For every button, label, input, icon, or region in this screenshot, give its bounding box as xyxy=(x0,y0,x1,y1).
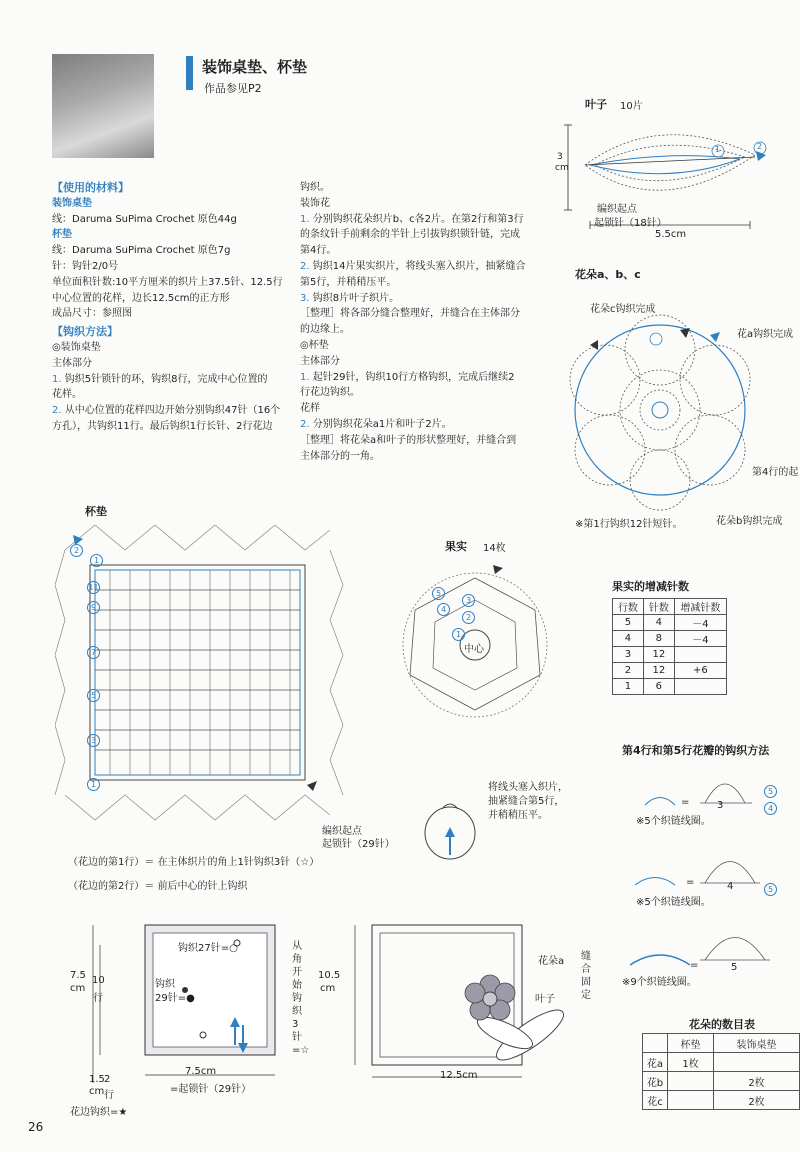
petal-title: 第4行和第5行花瓣的钩织方法 xyxy=(622,744,770,757)
flower-row4-start: 第4行的起 xyxy=(752,467,799,478)
petal-row-5: 5 xyxy=(764,785,777,798)
edge-row-marker: 2 xyxy=(70,544,83,557)
table-header-row xyxy=(613,599,727,615)
flower-note: ※第1行钩织12针短针。 xyxy=(575,519,683,530)
method-line: ［整理］将花朵a和叶子的形状整理好，并缝合到 xyxy=(300,434,517,446)
berry-count: 14枚 xyxy=(483,543,506,554)
diagram1-height-unit: cm xyxy=(70,983,86,994)
diagram2-height-unit: cm xyxy=(320,983,336,994)
side-char: 角 xyxy=(292,954,302,965)
row-marker: 1 xyxy=(87,778,100,791)
table-row xyxy=(613,615,727,631)
hook-size: 针：钩针2/0号 xyxy=(52,260,119,272)
table-cell: 2 xyxy=(613,663,644,679)
step-number: 1. xyxy=(300,213,310,225)
row-marker: 5 xyxy=(87,689,100,702)
edge-label: 花边钩织=★ xyxy=(70,1107,128,1118)
legend-text-1: 在主体织片的角上1针钩织3针（☆） xyxy=(157,857,320,868)
diagram2-leaf: 叶子 xyxy=(535,994,555,1005)
side-char: 开 xyxy=(292,967,302,978)
table-cell: 12 xyxy=(643,647,674,663)
table-header-row xyxy=(643,1034,800,1053)
table-cell: 5 xyxy=(613,615,644,631)
title-accent-bar xyxy=(186,56,193,90)
petal-note-3: ※9个织链线圈。 xyxy=(622,977,697,988)
method-line: 主体部分 xyxy=(52,357,92,369)
table-cell: 6 xyxy=(643,679,674,695)
table-cell: －4 xyxy=(674,615,726,631)
petal-note-2: ※5个织链线圈。 xyxy=(636,897,711,908)
step-text: 从中心位置的花样四边开始分别钩织47针（16个 xyxy=(64,405,281,417)
method-line: ［整理］将各部分缝合整理好，并缝合在主体部分 xyxy=(300,308,520,320)
edge-row-marker: 1 xyxy=(90,554,103,567)
step-text: 钩织5针锁针的环，钩织8行，完成中心位置的 xyxy=(64,373,268,385)
table-row xyxy=(643,1072,800,1091)
legend-line-1 xyxy=(68,853,319,868)
edge-rows: 2 xyxy=(104,1074,111,1085)
petal-eq: = xyxy=(681,797,690,808)
method-continued xyxy=(300,180,525,464)
step-number: 2. xyxy=(52,405,62,417)
table-cell: 花c xyxy=(643,1091,668,1110)
diagram1-mid-2: 29针=● xyxy=(155,993,195,1004)
leaf-height-unit: cm xyxy=(555,163,569,173)
row-marker: 7 xyxy=(87,646,100,659)
berry-row-marker: 1 xyxy=(452,628,465,641)
table-cell: 花b xyxy=(643,1072,668,1091)
berry-note-1: 将线头塞入织片， xyxy=(488,782,568,793)
side-char: 针 xyxy=(292,1032,302,1043)
step-number: 2. xyxy=(300,260,310,272)
sew-char: 定 xyxy=(581,990,591,1001)
berry-row-marker: 2 xyxy=(462,611,475,624)
step-text: 分别钩织花朵a1片和叶子2片。 xyxy=(312,418,452,430)
berry-row-marker: 3 xyxy=(462,594,475,607)
sew-note xyxy=(581,950,593,1002)
table-row xyxy=(613,679,727,695)
method-line: 行花边钩织。 xyxy=(300,387,360,399)
berry-note-2: 抽紧缝合第5行， xyxy=(488,796,565,807)
table-cell xyxy=(714,1053,800,1072)
diagram1-rows-unit: 行 xyxy=(93,993,103,1004)
diagram1-top: 钩织27针=○ xyxy=(178,943,238,954)
diagram1-width: 7.5cm xyxy=(185,1066,217,1077)
gauge-line-1: 单位面积针数:10平方厘米的织片上37.5针、12.5行 xyxy=(52,276,283,288)
petal-c4: 4 xyxy=(727,881,734,892)
table-cell: 花a xyxy=(643,1053,668,1072)
table-cell: 8 xyxy=(643,631,674,647)
leaf-count: 10片 xyxy=(620,101,643,112)
diagram1-side-note xyxy=(292,940,310,1057)
table-row xyxy=(643,1091,800,1110)
method-line: 第4行。 xyxy=(300,245,337,257)
coaster-title: 杯垫 xyxy=(52,229,72,241)
side-char: 织 xyxy=(292,1006,302,1017)
petal-eq-3: = xyxy=(690,960,699,971)
diagram1-rows-num: 10 xyxy=(92,975,105,986)
edge-rows-unit: 行 xyxy=(104,1090,114,1101)
diagram2-width: 12.5cm xyxy=(440,1070,478,1081)
step-number: 2. xyxy=(300,418,310,430)
row-marker: 3 xyxy=(87,734,100,747)
coaster-chart-title: 杯垫 xyxy=(85,505,107,518)
petal-note-1: ※5个织链线圈。 xyxy=(636,816,711,827)
step-text: 分别钩织花朵织片b、c各2片。在第2行和第3行 xyxy=(312,213,524,225)
page-subtitle: 作品参见P2 xyxy=(204,82,262,95)
table-cell xyxy=(674,647,726,663)
leaf-row-1: 1 xyxy=(715,145,721,154)
leaf-start-1: 编织起点 xyxy=(597,204,637,215)
finished-size: 成品尺寸：参照图 xyxy=(52,308,132,320)
mat-title: 装饰桌垫 xyxy=(52,197,92,209)
diagram2-height: 10.5 xyxy=(318,970,341,981)
table-cell: 1 xyxy=(613,679,644,695)
mat-yarn: 线：Daruma SuPima Crochet 原色44g xyxy=(52,213,237,225)
method-line: 的边缘上。 xyxy=(300,324,350,336)
table-header xyxy=(643,1034,668,1053)
flower-title: 花朵a、b、c xyxy=(575,268,641,281)
page-number: 26 xyxy=(28,1120,44,1134)
table-header: 增减针数 xyxy=(674,599,726,615)
table-header: 行数 xyxy=(613,599,644,615)
leaf-width: 5.5cm xyxy=(655,229,687,240)
berry-center: 中心 xyxy=(464,644,484,655)
side-char: 从 xyxy=(292,941,302,952)
legend-text-2: 前后中心的针上钩织 xyxy=(157,881,248,892)
berry-note-3: 并稍稍压平。 xyxy=(488,810,548,821)
diagram1-width-2: =起锁针（29针） xyxy=(170,1084,252,1095)
coaster-yarn: 线：Daruma SuPima Crochet 原色7g xyxy=(52,245,231,257)
inc-table-title: 果实的增减针数 xyxy=(612,580,689,593)
table-cell: 12 xyxy=(643,663,674,679)
step-text: 钩织8片叶子织片。 xyxy=(312,292,400,304)
method-heading: 【钩织方法】 xyxy=(52,325,118,339)
method-line: ◎杯垫 xyxy=(300,339,329,351)
method-line: 第5行，并稍稍压平。 xyxy=(300,276,397,288)
method-line: 方孔），共钩织11行。最后钩织1行长针、2行花边 xyxy=(52,420,273,432)
table-row xyxy=(613,631,727,647)
table-cell: 4 xyxy=(643,615,674,631)
leaf-start-2: 起锁针（18针） xyxy=(594,218,667,229)
petal-row-4: 4 xyxy=(764,802,777,815)
table-row xyxy=(643,1053,800,1072)
step-text: 起针29针，钩织10行方格钩织，完成后继续2 xyxy=(312,371,515,383)
diagram1-height: 7.5 xyxy=(70,970,86,981)
sew-char: 合 xyxy=(581,964,591,975)
table-cell xyxy=(668,1091,714,1110)
method-line: 的条纹针手前剩余的半针上引拔钩织锁针链，完成 xyxy=(300,229,520,241)
sew-char: 缝 xyxy=(581,951,591,962)
edge-size: 1.5 xyxy=(89,1074,105,1085)
table-row xyxy=(613,647,727,663)
legend-symbol-2: （花边的第2行）＝ xyxy=(68,881,155,892)
table-cell: 2枚 xyxy=(714,1072,800,1091)
flower-chart xyxy=(560,290,760,520)
method-line: 主体部分 xyxy=(300,355,340,367)
legend-symbol-1: （花边的第1行）＝ xyxy=(68,857,155,868)
petal-row-5b: 5 xyxy=(764,883,777,896)
materials-heading: 【使用的材料】 xyxy=(52,181,129,194)
table-cell: +6 xyxy=(674,663,726,679)
legend-line-2 xyxy=(68,877,248,892)
berry-increase-table xyxy=(612,598,727,695)
table-header: 杯垫 xyxy=(668,1034,714,1053)
berry-row-marker: 5 xyxy=(432,587,445,600)
berry-finish-sketch xyxy=(420,795,480,865)
flower-b-done: 花朵b钩织完成 xyxy=(716,516,783,527)
table-header: 装饰桌垫 xyxy=(714,1034,800,1053)
count-table-title: 花朵的数目表 xyxy=(689,1018,755,1031)
method-line: 花样。 xyxy=(52,389,82,401)
row-marker: 9 xyxy=(87,601,100,614)
diagram1-mid-1: 钩织 xyxy=(155,979,175,990)
step-text: 钩织14片果实织片，将线头塞入织片，抽紧缝合 xyxy=(312,260,526,272)
leaf-height: 3 xyxy=(557,152,563,162)
flower-count-table xyxy=(642,1033,800,1110)
table-cell xyxy=(668,1072,714,1091)
product-photo xyxy=(52,54,154,158)
side-char: =☆ xyxy=(292,1045,310,1056)
method-line: 花样 xyxy=(300,403,320,415)
leaf-title: 叶子 xyxy=(585,98,607,111)
method-step xyxy=(52,372,283,388)
row-marker: 11 xyxy=(88,583,99,592)
petal-c3: 3 xyxy=(717,800,724,811)
table-row xyxy=(613,663,727,679)
table-cell: 1枚 xyxy=(668,1053,714,1072)
page-title: 装饰桌垫、杯垫 xyxy=(202,58,308,76)
petal-eq-2: = xyxy=(686,877,695,888)
berry-title: 果实 xyxy=(445,540,467,553)
leaf-chart xyxy=(560,115,780,245)
sew-char: 固 xyxy=(581,977,591,988)
step-number: 1. xyxy=(300,371,310,383)
coaster-start-1: 编织起点 xyxy=(322,826,362,837)
table-cell: 3 xyxy=(613,647,644,663)
step-number: 3. xyxy=(300,292,310,304)
method-line: 钩织。 xyxy=(300,182,330,193)
petal-c5: 5 xyxy=(731,962,738,973)
coaster-start-2: 起锁针（29针） xyxy=(322,839,395,850)
table-cell: 4 xyxy=(613,631,644,647)
leaf-row-2: 2 xyxy=(757,142,763,151)
diagram2-flower: 花朵a xyxy=(538,956,565,967)
method-line: ◎装饰桌垫 xyxy=(52,341,101,353)
table-cell xyxy=(674,679,726,695)
side-char: 钩 xyxy=(292,993,302,1004)
side-char: 3 xyxy=(292,1019,299,1030)
coaster-assembly-diagram xyxy=(350,915,620,1090)
method-line: 装饰花 xyxy=(300,197,330,209)
method-step xyxy=(52,403,283,419)
method-line: 主体部分的一角。 xyxy=(300,450,380,462)
table-cell: －4 xyxy=(674,631,726,647)
side-char: 始 xyxy=(292,980,302,991)
materials-section xyxy=(52,180,283,435)
flower-c-done: 花朵c钩织完成 xyxy=(590,304,656,315)
flower-a-done: 花a钩织完成 xyxy=(737,329,794,340)
gauge-line-2: 中心位置的花样，边长12.5cm的正方形 xyxy=(52,292,230,304)
table-header: 针数 xyxy=(643,599,674,615)
berry-row-marker: 4 xyxy=(437,603,450,616)
step-number: 1. xyxy=(52,373,62,385)
edge-size-unit: cm xyxy=(89,1086,105,1097)
table-cell: 2枚 xyxy=(714,1091,800,1110)
